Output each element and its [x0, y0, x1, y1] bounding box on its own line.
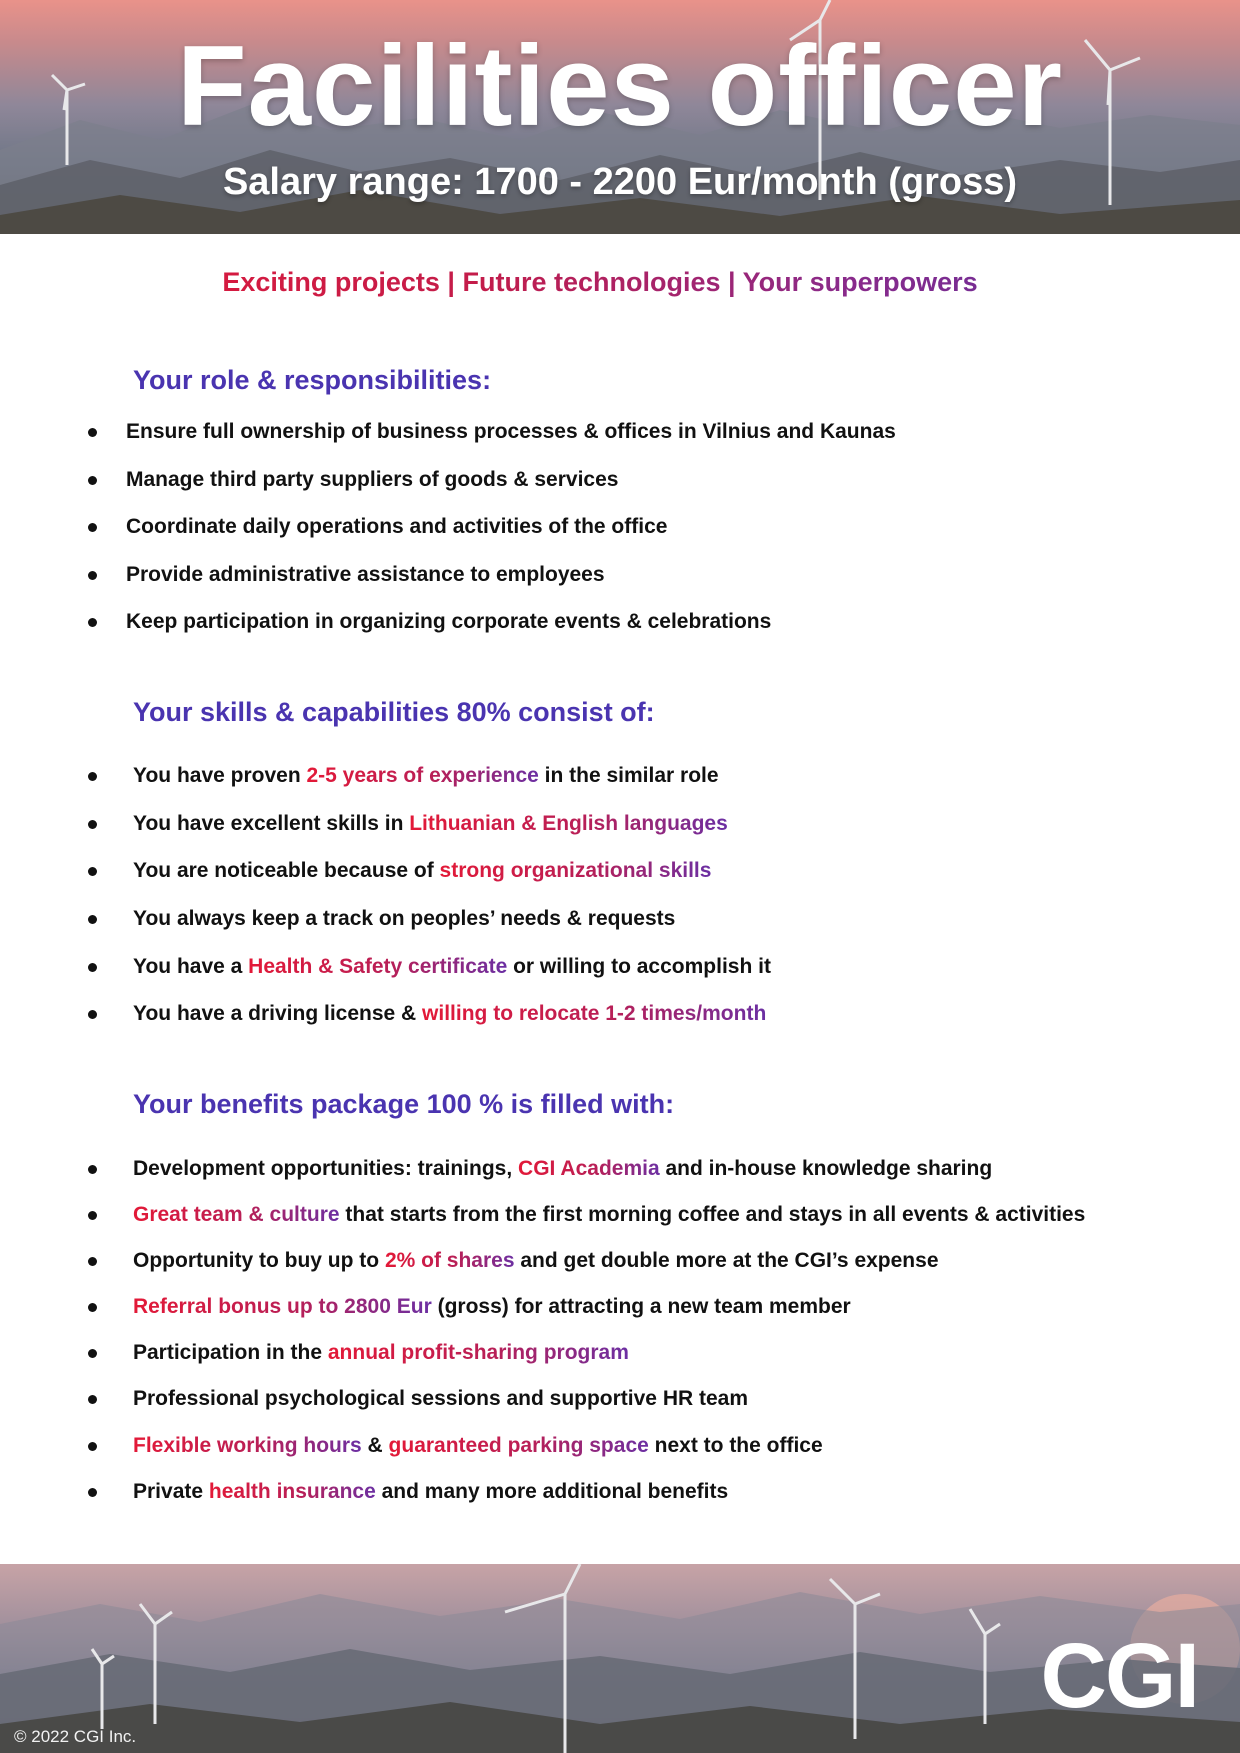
- list-item-text: Ensure full ownership of business processes & offices in Vilnius and Kaunas: [126, 420, 896, 443]
- list-item: [133, 1153, 1085, 1199]
- list-item: [133, 855, 771, 903]
- header-banner: [0, 0, 1240, 234]
- list-item-text: You have proven: [133, 764, 307, 787]
- page-title: Facilities officer: [177, 23, 1063, 150]
- bullet-icon: [88, 1165, 97, 1174]
- list-item-text: and in-house knowledge sharing: [659, 1157, 993, 1180]
- footer-banner: [0, 1564, 1240, 1753]
- list-item-text: Keep participation in organizing corporate events & celebrations: [126, 610, 772, 634]
- list-item: [126, 416, 896, 464]
- list-item: [133, 1383, 1085, 1429]
- list-item: [133, 903, 771, 951]
- list-item-text: You have a: [133, 954, 249, 978]
- list-item-text: Manage third party suppliers of goods & services: [126, 467, 619, 491]
- highlight-text: Health & Safety certificate: [248, 954, 508, 978]
- list-item: [133, 760, 771, 808]
- list-item-text: and many more additional benefits: [375, 1479, 729, 1503]
- benefits-section-title: Your benefits package 100 % is filled with:: [133, 1089, 675, 1119]
- list-item-text: Professional psychological sessions and supportive HR team: [133, 1387, 749, 1411]
- list-item: [126, 606, 896, 654]
- list-item-text: Provide administrative assistance to employees: [126, 562, 605, 586]
- list-item: [133, 1476, 1085, 1522]
- list-item: [133, 998, 771, 1046]
- bullet-icon: [88, 1010, 97, 1019]
- list-item-text: &: [361, 1433, 389, 1457]
- highlight-text: 2-5 years of experience: [306, 764, 539, 787]
- salary-range: Salary range: 1700 - 2200 Eur/month (gross): [222, 161, 1018, 203]
- bullet-icon: [88, 476, 97, 485]
- bullet-icon: [88, 428, 97, 437]
- list-item-text: You are noticeable because of: [133, 859, 440, 883]
- skills-section-title: Your skills & capabilities 80% consist of:: [133, 697, 655, 727]
- list-item: [126, 464, 896, 512]
- bullet-icon: [88, 915, 97, 924]
- bullet-icon: [88, 772, 97, 781]
- list-item-text: Participation in the: [133, 1341, 328, 1365]
- tagline: Exciting projects | Future technologies | Your superpowers: [0, 264, 1200, 300]
- list-item-text: next to the office: [648, 1433, 823, 1457]
- bullet-icon: [88, 820, 97, 829]
- highlight-text: strong organizational skills: [439, 859, 712, 883]
- list-item: [126, 559, 896, 607]
- highlight-text: willing to relocate 1-2 times/month: [422, 1002, 767, 1026]
- list-item-text: (gross) for attracting a new team member: [431, 1295, 851, 1319]
- highlight-text: Referral bonus up to 2800 Eur: [133, 1295, 432, 1319]
- list-item: [133, 1291, 1085, 1337]
- list-item-text: You have excellent skills in: [133, 811, 410, 835]
- list-item-text: You have a driving license &: [133, 1002, 423, 1026]
- bullet-icon: [88, 963, 97, 972]
- list-item-text: and get double more at the CGI’s expense: [514, 1249, 939, 1273]
- highlight-text: CGI Academia: [518, 1157, 660, 1180]
- list-item: [133, 1337, 1085, 1383]
- highlight-text: Lithuanian & English languages: [409, 811, 728, 835]
- bullet-icon: [88, 1488, 97, 1497]
- list-item: [133, 1430, 1085, 1476]
- highlight-text: guaranteed parking space: [388, 1433, 649, 1457]
- highlight-text: Great team & culture: [133, 1203, 340, 1227]
- role-list: [126, 416, 896, 654]
- list-item-text: that starts from the first morning coffee and stays in all events & activities: [339, 1203, 1086, 1227]
- list-item-text: Opportunity to buy up to: [133, 1249, 385, 1273]
- list-item: [133, 951, 771, 999]
- list-item-text: in the similar role: [538, 764, 719, 787]
- bullet-icon: [88, 1395, 97, 1404]
- list-item-text: Development opportunities: trainings,: [133, 1157, 519, 1180]
- bullet-icon: [88, 1349, 97, 1358]
- list-item: [126, 511, 896, 559]
- bullet-icon: [88, 571, 97, 580]
- bullet-icon: [88, 1442, 97, 1451]
- cgi-logo: CGI: [1040, 1625, 1198, 1727]
- role-section-title: Your role & responsibilities:: [133, 365, 492, 395]
- highlight-text: health insurance: [208, 1479, 376, 1503]
- list-item-text: Private: [133, 1479, 209, 1503]
- highlight-text: 2% of shares: [384, 1249, 515, 1273]
- bullet-icon: [88, 618, 97, 627]
- list-item: [133, 1199, 1085, 1245]
- list-item-text: or willing to accomplish it: [507, 954, 771, 978]
- highlight-text: Flexible working hours: [133, 1433, 362, 1457]
- highlight-text: annual profit-sharing program: [327, 1341, 629, 1365]
- bullet-icon: [88, 1257, 97, 1266]
- list-item: [133, 1245, 1085, 1291]
- list-item-text: You always keep a track on peoples’ needs & requests: [133, 907, 676, 931]
- bullet-icon: [88, 523, 97, 532]
- benefits-list: [133, 1153, 1085, 1522]
- bullet-icon: [88, 867, 97, 876]
- list-item: [133, 808, 771, 856]
- bullet-icon: [88, 1211, 97, 1220]
- copyright: © 2022 CGI Inc.: [14, 1727, 137, 1746]
- list-item-text: Coordinate daily operations and activities of the office: [126, 515, 668, 539]
- skills-list: [133, 760, 771, 1046]
- bullet-icon: [88, 1303, 97, 1312]
